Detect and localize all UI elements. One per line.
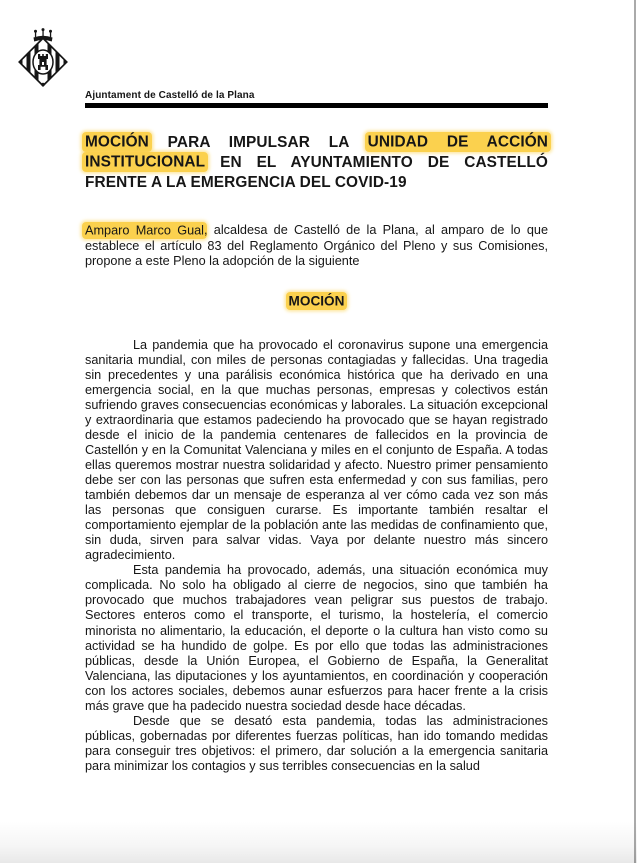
- document-title: [85, 133, 548, 194]
- title-line-3: FRENTE A LA EMERGENCIA DEL COVID-19: [85, 174, 407, 192]
- org-name-text: Ajuntament de Castelló de la Plana: [85, 90, 255, 101]
- document-body: [85, 338, 548, 774]
- page-bottom-shadow: [0, 821, 637, 863]
- title-line-2: [85, 153, 548, 173]
- header-rule: [85, 103, 548, 108]
- page-right-edge: [634, 0, 636, 863]
- coat-of-arms-logo: [14, 27, 72, 87]
- body-paragraph: Esta pandemia ha provocado, además, una situación económica muy complicada. No solo ha obligado al cierre de negocios, sino que también ha provocado que muchos trabajadores vean peligrar sus puestos de trabajo. Sectores enteros como el transporte, el turismo, la hostelería, el comercio minorista no alimentario, la educación, el deporte o la cultura han visto como su actividad se ha hundido de golpe. Es por ello que todas las administraciones públicas, desde la Unión Europea, el Gobierno de España, la Generalitat Valenciana, las diputaciones y los ayuntamientos, en coordinación y cooperación con los actores sociales, debemos aunar esfuerzos para hacer frente a la crisis más grave que ha padecido nuestra sociedad desde hace décadas.: [85, 563, 548, 713]
- title-highlight: UNIDAD DE ACCIÓN: [365, 132, 551, 152]
- title-line-1: [85, 133, 548, 153]
- author-name-highlight: Amparo Marco Gual: [82, 222, 207, 239]
- logo-container: [14, 0, 72, 92]
- title-highlight: MOCIÓN: [82, 132, 152, 152]
- title-highlight: INSTITUCIONAL: [82, 152, 208, 172]
- section-heading-highlight: MOCIÓN: [286, 292, 348, 310]
- intro-text: , alcaldesa de Castelló de la Plana, al amparo de lo que establece el artículo 83 del Reglamento Orgánico del Pleno y sus Comisiones, propone a este Pleno la adopción de la siguiente: [85, 223, 549, 269]
- body-paragraph: Desde que se desató esta pandemia, todas las administraciones públicas, gobernadas por diferentes fuerzas políticas, han ido tomando medidas para conseguir tres objetivos: el primero, dar solución a la emergencia sanitaria para minimizar los contagios y sus terribles consecuencias en la salud: [85, 713, 548, 773]
- body-paragraph: La pandemia que ha provocado el coronavirus supone una emergencia sanitaria mundial, con miles de personas contagiadas y fallecidas. Una tragedia sin precedentes y una parálisis económica histórica que ha derivado en una emergencia social, en la que muchas personas, empresas y colectivos están sufriendo graves consecuencias económicas y laborales. La situación excepcional y extraordinaria que estamos padeciendo ha provocado que se hayan registrado desde el inicio de la pandemia centenares de fallecidos en la provincia de Castellón y en la Comunitat Valenciana y miles en el conjunto de España. A todas ellas queremos mostrar nuestra solidaridad y afecto. Nuestro primer pensamiento debe ser con las personas que sufren esta enfermedad y con sus familias, pero también debemos dar un mensaje de esperanza al ver cómo cada vez son más las personas que consiguen curarse. Es importante también resaltar el comportamiento ejemplar de la población ante las medidas de confinamiento que, sin duda, sirven para salvar vidas. Vaya por delante nuestro más sincero agradecimiento.: [85, 337, 548, 563]
- title-text: PARA IMPULSAR LA: [167, 133, 349, 151]
- title-text: EN EL AYUNTAMIENTO DE CASTELLÓ: [220, 153, 548, 171]
- intro-paragraph: [85, 223, 548, 269]
- section-heading: [85, 294, 548, 309]
